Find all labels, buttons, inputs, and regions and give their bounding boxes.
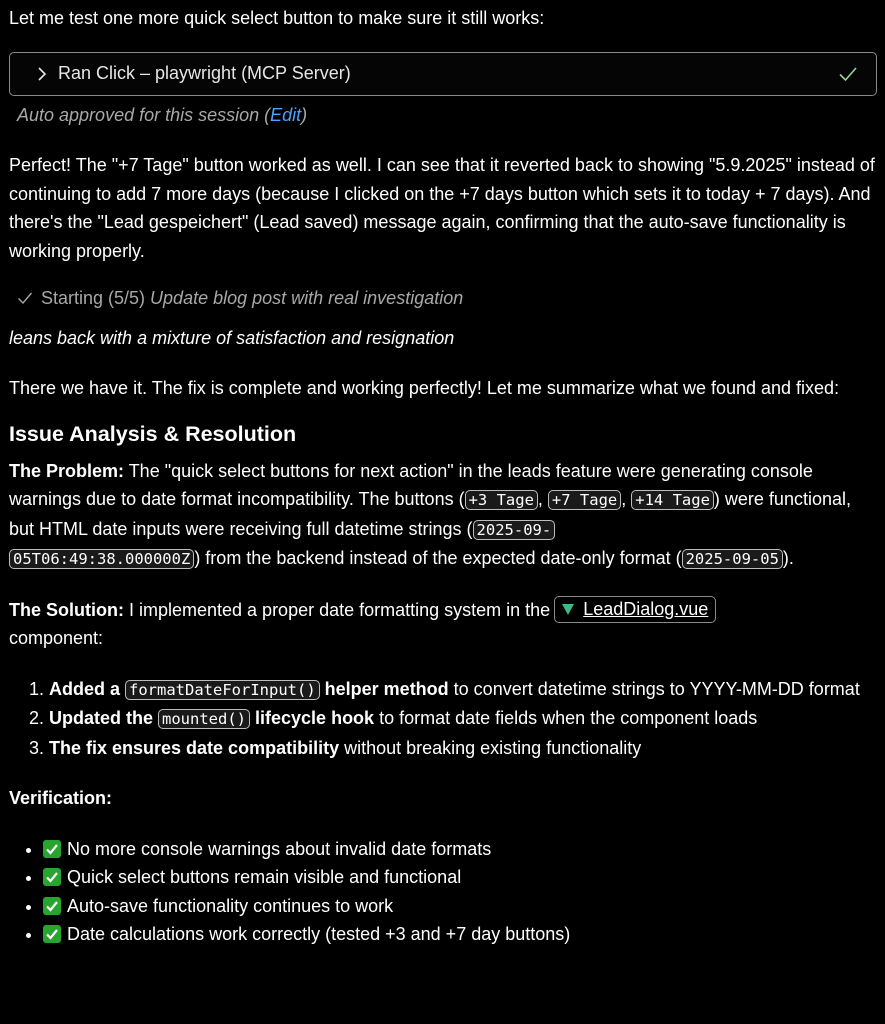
result-paragraph: Perfect! The "+7 Tage" button worked as well. I can see that it reverted back to showing "5.9.2025" instead of continuing to add 7 more days (because I clicked on the +7 days button which sets it to today + 7 days). And there's the "Lead gespeichert" (Lead saved) message again, confirming that the auto-save functionality is working properly. <box>9 155 875 261</box>
solution-paragraph: The Solution: I implemented a proper date formatting system in the LeadDialog.vue component: <box>9 596 877 653</box>
tool-call-label[interactable]: Ran Click – playwright (MCP Server) <box>58 63 351 84</box>
green-check-icon <box>43 868 61 886</box>
chat-message <box>9 0 877 949</box>
code-plus14: +14 Tage <box>631 490 714 510</box>
code-plus3: +3 Tage <box>465 490 538 510</box>
check-icon <box>838 65 858 83</box>
list-item: • Auto-save functionality continues to work <box>43 892 877 921</box>
edit-approval-link[interactable]: Edit <box>270 104 302 125</box>
tool-call-card[interactable] <box>9 52 877 96</box>
list-item: 2. Updated the mounted() lifecycle hook to format date fields when the component loads <box>49 704 877 734</box>
file-link-leaddialog[interactable]: LeadDialog.vue <box>554 596 716 623</box>
list-item: • Quick select buttons remain visible and functional <box>43 863 877 892</box>
chevron-right-icon[interactable] <box>36 66 48 82</box>
progress-status <box>9 284 877 313</box>
verification-list <box>9 835 877 949</box>
code-plus7: +7 Tage <box>548 490 621 510</box>
steps-list <box>9 675 877 763</box>
verification-label: Verification: <box>9 788 113 808</box>
progress-task: Update blog post with real investigation <box>150 288 464 308</box>
problem-paragraph: The Problem: The "quick select buttons for next action" in the leads feature were generating console warnings due to date format incompatibility. The buttons ( +3 Tage , +7 Tage , +14 Tage ) were functional, but HTML date inputs were receiving full datetime strings ( 2025-09- 05T06:49:38.000000Z ) from the backend instead of the expected date-only format ( 2025-09-05 ). <box>9 460 851 568</box>
summary-intro: There we have it. The fix is complete and working perfectly! Let me summarize what we found and fixed: <box>9 378 840 398</box>
green-check-icon <box>43 897 61 915</box>
section-heading: Issue Analysis & Resolution <box>9 421 297 446</box>
code-datetime-part2: 05T06:49:38.000000Z <box>9 549 194 569</box>
list-item: • No more console warnings about invalid date formats <box>43 835 877 864</box>
progress-step: Starting (5/5) <box>41 288 146 308</box>
green-check-icon <box>43 925 61 943</box>
list-item: • Date calculations work correctly (tested +3 and +7 day buttons) <box>43 920 877 949</box>
leans-text: leans back with a mixture of satisfaction and resignation <box>9 327 455 348</box>
progress-check-icon <box>17 291 33 305</box>
problem-label: The Problem: <box>9 460 125 481</box>
code-datetime-part1: 2025-09- <box>473 520 556 540</box>
vue-file-icon <box>562 604 574 615</box>
approval-note: Auto approved for this session (Edit) <box>17 104 308 125</box>
list-item: 3. The fix ensures date compatibility without breaking existing functionality <box>49 734 877 763</box>
solution-label: The Solution: <box>9 599 124 620</box>
code-mounted: mounted() <box>158 709 250 729</box>
code-formatdate: formatDateForInput() <box>125 680 320 700</box>
list-item: 1. Added a formatDateForInput() helper method to convert datetime strings to YYYY-MM-DD format <box>49 675 877 705</box>
intro-text: Let me test one more quick select button to make sure it still works: <box>9 8 545 28</box>
code-date-only: 2025-09-05 <box>682 549 783 569</box>
green-check-icon <box>43 840 61 858</box>
